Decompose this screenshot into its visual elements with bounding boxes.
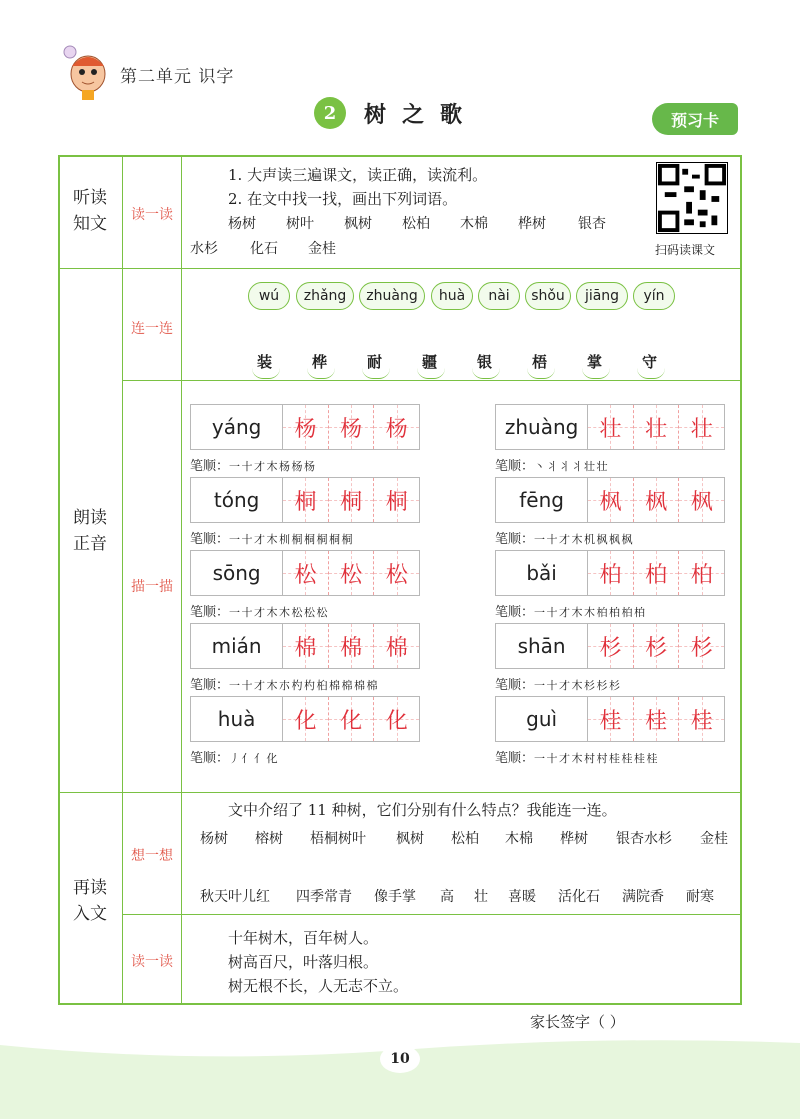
practice-pinyin: shān [496,624,588,668]
stroke-label: 笔顺： [190,605,230,620]
stroke-sequence: 一 十 才 木 杨 杨 杨 [229,460,314,473]
feature-item[interactable]: 四季常青 [296,889,352,905]
pinyin-bubble[interactable]: zhǎng [296,282,354,310]
practice-pinyin: huà [191,697,283,741]
tree-item[interactable]: 桦树 [560,831,588,847]
practice-char-cell[interactable] [634,624,680,668]
pinyin-bubble[interactable]: zhuàng [359,282,425,310]
practice-char: 棉 [294,635,317,661]
section-label-read: 朗读 正音 [73,508,107,554]
unit-title: 第二单元 识字 [120,67,235,87]
practice-char: 桐 [340,489,363,515]
practice-char: 杨 [385,416,408,442]
word-item: 松柏 [402,216,430,232]
tree-item[interactable]: 木棉 [505,831,533,847]
char-item[interactable]: 银 [477,353,493,371]
pinyin-bubble[interactable]: yín [633,282,675,310]
stroke-label: 笔顺： [190,678,230,693]
practice-char-cell[interactable] [588,551,634,595]
stroke-order [495,528,632,547]
sub-label-think: 想一想 [131,848,173,864]
stroke-label: 笔顺： [495,532,535,547]
writing-box[interactable] [495,550,725,596]
practice-char-cell[interactable] [679,624,724,668]
word-item: 木棉 [460,216,488,232]
practice-char-cell[interactable] [329,551,375,595]
practice-char-cell[interactable] [283,551,329,595]
writing-box[interactable] [495,404,725,450]
stroke-sequence: 一 十 才 木 木 柏 柏 柏 柏 [534,606,644,619]
stroke-sequence: 丶 丬 丬 丬 壮 壮 [534,460,607,473]
writing-box[interactable] [190,623,420,669]
practice-char: 柏 [645,562,668,588]
feature-item[interactable]: 满院香 [622,889,664,905]
practice-char-cell[interactable] [679,697,724,741]
section-label-listen: 听读 知文 [73,188,107,234]
practice-pinyin: guì [496,697,588,741]
practice-char: 柏 [690,562,713,588]
tree-item[interactable]: 杨树 [200,831,228,847]
practice-char-cell[interactable] [283,405,329,449]
practice-char: 杨 [294,416,317,442]
stroke-sequence: 一 十 才 木 杉 杉 杉 [534,679,619,692]
practice-char: 柏 [599,562,622,588]
instruction-2: 2. 在文中找一找，画出下列词语。 [228,190,458,208]
practice-char: 松 [340,562,363,588]
practice-char: 壮 [599,416,622,442]
practice-pinyin: fēng [496,478,588,522]
writing-box[interactable] [495,696,725,742]
proverb: 树无根不长，人无志不立。 [228,977,409,995]
practice-char-cell[interactable] [374,551,419,595]
stroke-order [495,455,607,474]
practice-pinyin: mián [191,624,283,668]
pinyin-bubble[interactable]: wú [248,282,290,310]
practice-char-cell[interactable] [679,551,724,595]
word-item: 水杉 [190,241,218,257]
practice-char: 桂 [690,708,713,734]
word-item: 杨树 [228,216,256,232]
practice-char-cell[interactable] [588,624,634,668]
writing-box[interactable] [495,623,725,669]
char-item[interactable]: 桦 [312,353,328,371]
practice-pinyin: yáng [191,405,283,449]
stroke-order [190,601,327,620]
practice-char: 松 [294,562,317,588]
practice-char: 壮 [645,416,668,442]
tree-item[interactable]: 银杏水杉 [616,831,672,847]
practice-char-cell[interactable] [283,478,329,522]
sub-label-read: 读一读 [131,954,173,970]
practice-char: 化 [340,708,363,734]
practice-pinyin: tóng [191,478,283,522]
practice-char: 桂 [599,708,622,734]
proverb: 十年树木，百年树人。 [228,929,379,947]
stroke-order [190,528,351,547]
practice-char-cell[interactable] [374,405,419,449]
practice-char-cell[interactable] [588,478,634,522]
practice-char-cell[interactable] [374,624,419,668]
preview-card-tab: 预习卡 [652,103,738,135]
practice-pinyin: zhuàng [496,405,588,449]
section-label-reread: 再读 入文 [73,878,107,924]
mascot-icon [58,44,114,102]
char-item[interactable]: 掌 [587,353,603,371]
qr-caption: 扫码读课文 [655,243,716,257]
feature-item[interactable]: 壮 [474,889,488,905]
pinyin-bubble[interactable]: shǒu [525,282,571,310]
practice-char: 杉 [599,635,622,661]
practice-char-cell[interactable] [679,405,724,449]
stroke-order [495,747,656,766]
stroke-label: 笔顺： [495,459,535,474]
qr-code[interactable] [656,162,728,234]
practice-pinyin: sōng [191,551,283,595]
writing-box[interactable] [190,550,420,596]
practice-char: 棉 [385,635,408,661]
writing-box[interactable] [190,696,420,742]
practice-pinyin: bǎi [496,551,588,595]
practice-char: 杨 [340,416,363,442]
char-item[interactable]: 守 [642,353,658,371]
think-prompt: 文中介绍了 11 种树，它们分别有什么特点？我能连一连。 [228,801,617,819]
practice-char-cell[interactable] [329,405,375,449]
practice-char-cell[interactable] [329,478,375,522]
practice-char: 杉 [690,635,713,661]
word-item: 化石 [250,241,278,257]
pinyin-bubble[interactable]: nài [478,282,520,310]
sub-label-connect: 连一连 [131,321,173,337]
char-item[interactable]: 疆 [422,353,438,371]
practice-char-cell[interactable] [679,478,724,522]
stroke-label: 笔顺： [190,532,230,547]
lesson-number: 2 [314,97,346,129]
feature-item[interactable]: 像手掌 [374,889,416,905]
stroke-sequence: 一 十 才 木 朩 杓 杓 桕 棉 棉 棉 棉 [229,679,377,692]
stroke-order [190,674,376,693]
feature-item[interactable]: 耐寒 [686,889,714,905]
stroke-order [495,601,644,620]
feature-item[interactable]: 高 [440,889,454,905]
practice-char: 桂 [645,708,668,734]
practice-char-cell[interactable] [588,405,634,449]
parent-signature[interactable]: 家长签字（ ） [530,1013,625,1031]
word-item: 金桂 [308,241,336,257]
practice-char-cell[interactable] [634,405,680,449]
practice-char: 杉 [645,635,668,661]
practice-char: 枫 [599,489,622,515]
stroke-label: 笔顺： [190,751,230,766]
practice-char: 枫 [690,489,713,515]
stroke-sequence: 丿 亻 亻 化 [229,752,277,765]
feature-item[interactable]: 喜暖 [508,889,536,905]
word-item: 银杏 [578,216,606,232]
stroke-label: 笔顺： [495,678,535,693]
char-item[interactable]: 耐 [367,353,383,371]
practice-char: 桐 [294,489,317,515]
practice-char-cell[interactable] [374,697,419,741]
sub-label-trace: 描一描 [131,579,173,595]
practice-char: 化 [294,708,317,734]
tree-item[interactable]: 梧桐树叶 [310,831,366,847]
practice-char-cell[interactable] [329,697,375,741]
practice-char: 枫 [645,489,668,515]
stroke-order [495,674,619,693]
stroke-label: 笔顺： [190,459,230,474]
pinyin-bubble[interactable]: huà [431,282,473,310]
writing-box[interactable] [190,404,420,450]
lesson-name: 树之歌 [364,101,479,128]
page-number: 10 [380,1045,420,1073]
stroke-sequence: 一 十 才 木 杊 桐 桐 桐 桐 桐 [229,533,352,546]
char-item[interactable]: 梧 [532,353,548,371]
practice-char-cell[interactable] [283,624,329,668]
writing-box[interactable] [190,477,420,523]
stroke-sequence: 一 十 才 木 木 松 松 松 [229,606,327,619]
stroke-label: 笔顺： [495,605,535,620]
stroke-order [190,747,277,766]
instruction-1: 1. 大声读三遍课文，读正确，读流利。 [228,166,488,184]
practice-char: 棉 [340,635,363,661]
stroke-order [190,455,314,474]
lesson-title [314,95,478,131]
word-item: 枫树 [344,216,372,232]
feature-item[interactable]: 秋天叶儿红 [200,889,270,905]
char-item[interactable]: 装 [257,353,273,371]
tree-item[interactable]: 松柏 [451,831,479,847]
tree-item[interactable]: 枫树 [396,831,424,847]
sub-label-read-aloud: 读一读 [131,207,173,223]
pinyin-bubble[interactable]: jiāng [576,282,628,310]
feature-item[interactable]: 活化石 [558,889,600,905]
practice-char-cell[interactable] [329,624,375,668]
practice-char-cell[interactable] [283,697,329,741]
word-item: 桦树 [518,216,546,232]
stroke-sequence: 一 十 才 木 村 村 桂 桂 桂 桂 [534,752,657,765]
practice-char-cell[interactable] [634,551,680,595]
practice-char: 松 [385,562,408,588]
tree-item[interactable]: 榕树 [255,831,283,847]
practice-char-cell[interactable] [634,697,680,741]
practice-char-cell[interactable] [588,697,634,741]
stroke-label: 笔顺： [495,751,535,766]
word-item: 树叶 [286,216,314,232]
practice-char-cell[interactable] [374,478,419,522]
stroke-sequence: 一 十 才 木 机 枫 枫 枫 [534,533,632,546]
practice-char: 化 [385,708,408,734]
practice-char: 桐 [385,489,408,515]
practice-char: 壮 [690,416,713,442]
writing-box[interactable] [495,477,725,523]
proverb: 树高百尺，叶落归根。 [228,953,379,971]
practice-char-cell[interactable] [634,478,680,522]
tree-item[interactable]: 金桂 [700,831,728,847]
